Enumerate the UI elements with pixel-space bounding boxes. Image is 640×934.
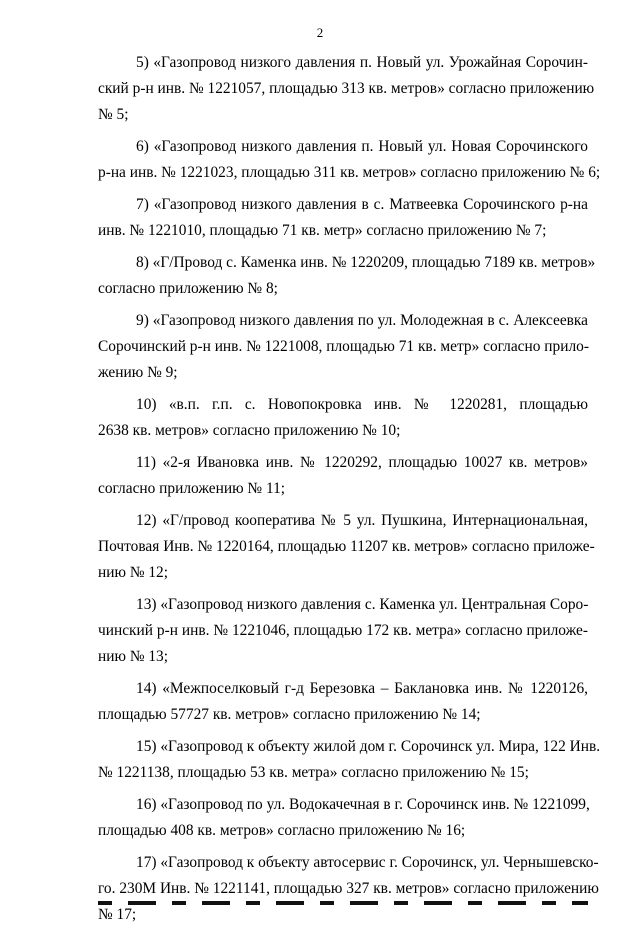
list-item-line: 5) «Газопровод низкого давления п. Новый ул. Урожайная Сорочин-	[136, 54, 588, 71]
list-item	[98, 192, 588, 244]
list-item	[98, 734, 601, 786]
list-item	[98, 676, 588, 728]
page-number: 2	[316, 25, 324, 40]
list-item-line: Почтовая Инв. № 1220164, площадью 11207 кв. метров» согласно приложе-	[98, 538, 595, 555]
list-item-line: 15) «Газопровод к объекту жилой дом г. Сорочинск ул. Мира, 122 Инв.	[136, 738, 601, 755]
list-item-line: 2638 кв. метров» согласно приложению № 10;	[98, 422, 401, 439]
document-body	[98, 50, 601, 934]
list-item	[98, 250, 596, 302]
list-item	[98, 450, 588, 502]
list-item	[98, 508, 595, 586]
list-item	[98, 592, 588, 670]
list-item-line: 16) «Газопровод по ул. Водокачечная в г. Сорочинск инв. № 1221099,	[136, 796, 590, 813]
list-item-line: Сорочинский р-н инв. № 1221008, площадью 71 кв. метр» согласно прило-	[98, 338, 589, 355]
list-item	[98, 792, 588, 844]
list-item-line: 14) «Межпоселковый г-д Березовка – Баклановка инв. № 1220126,	[136, 680, 588, 697]
list-item	[98, 50, 595, 128]
list-item-line: 7) «Газопровод низкого давления в с. Матвеевка Сорочинского р-на	[136, 196, 588, 213]
list-item-line: согласно приложению № 11;	[98, 480, 286, 497]
list-item-line: 13) «Газопровод низкого давления с. Каменка ул. Центральная Соро-	[136, 596, 589, 613]
list-item-line: нию № 13;	[98, 648, 169, 665]
list-item-line: ский р-н инв. № 1221057, площадью 313 кв. метров» согласно приложению	[98, 80, 595, 97]
list-item-line: № 5;	[98, 106, 129, 123]
list-item-line: площадью 408 кв. метров» согласно приложению № 16;	[98, 822, 466, 839]
list-item	[98, 134, 601, 186]
list-item-line: р-на инв. № 1221023, площадью 311 кв. метров» согласно приложению № 6;	[98, 164, 601, 181]
list-item-line: 12) «Г/провод кооператива № 5 ул. Пушкина, Интернациональная,	[136, 512, 588, 529]
list-item-line: № 1221138, площадью 53 кв. метра» согласно приложению № 15;	[98, 764, 529, 781]
list-item-line: № 17;	[98, 906, 137, 923]
list-item-line: 6) «Газопровод низкого давления п. Новый ул. Новая Сорочинского	[136, 138, 588, 155]
list-item-line: согласно приложению № 8;	[98, 280, 278, 297]
list-item-line: го. 230М Инв. № 1221141, площадью 327 кв. метров» согласно приложению	[98, 880, 599, 897]
list-item-line: 10) «в.п. г.п. с. Новопокровка инв. № 1220281, площадью	[136, 396, 588, 413]
list-item-line: площадью 57727 кв. метров» согласно приложению № 14;	[98, 706, 481, 723]
cut-off-text-line	[98, 889, 588, 905]
list-item	[98, 308, 588, 386]
list-item-line: нию № 12;	[98, 564, 169, 581]
list-item-line: жению № 9;	[98, 364, 178, 381]
list-item-line: 9) «Газопровод низкого давления по ул. Молодежная в с. Алексеевка	[136, 312, 588, 329]
list-item-line: инв. № 1221010, площадью 71 кв. метр» согласно приложению № 7;	[98, 222, 547, 239]
list-item-line: 17) «Газопровод к объекту автосервис г. Сорочинск, ул. Чернышевско-	[136, 854, 599, 871]
list-item-line: 11) «2-я Ивановка инв. № 1220292, площадью 10027 кв. метров»	[136, 454, 588, 471]
list-item	[98, 392, 588, 444]
list-item-line: чинский р-н инв. № 1221046, площадью 172 кв. метра» согласно приложе-	[98, 622, 588, 639]
list-item-line: 8) «Г/Провод с. Каменка инв. № 1220209, площадью 7189 кв. метров»	[136, 254, 596, 271]
